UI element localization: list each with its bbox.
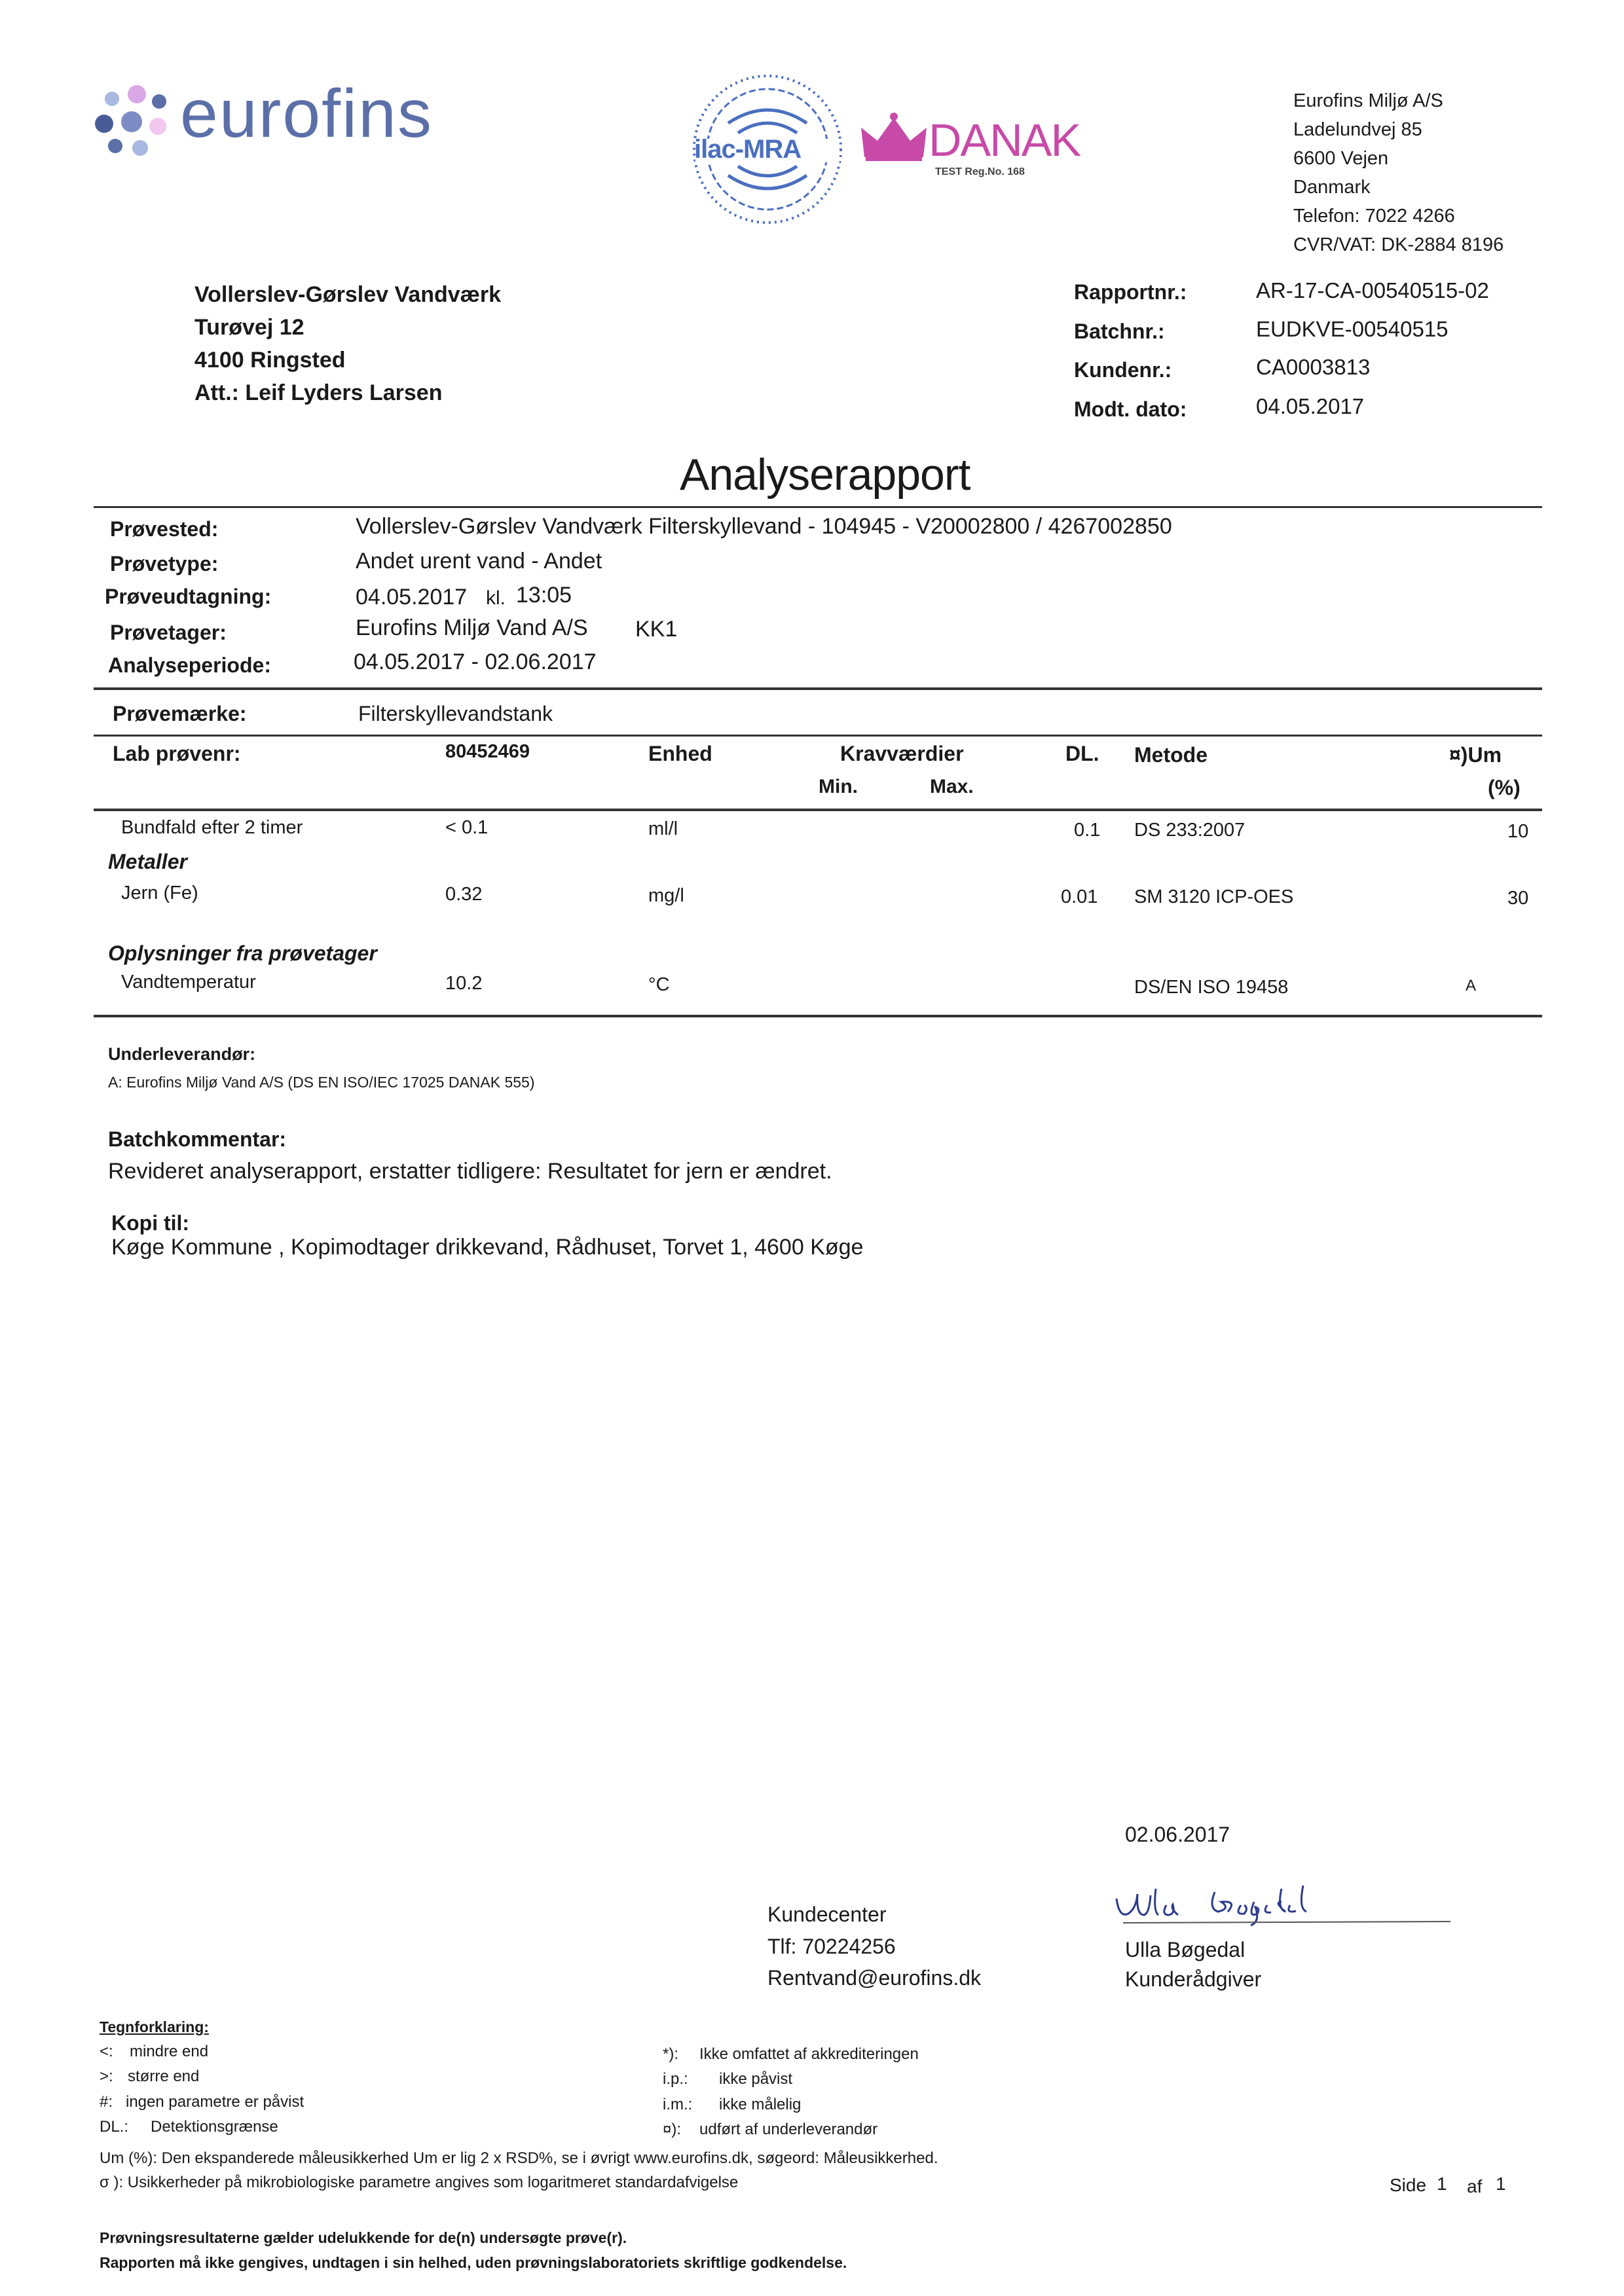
- page-side-label: Side: [1390, 2175, 1427, 2195]
- danak-logo: [858, 105, 1094, 183]
- provested-label: Prøvested:: [110, 517, 219, 541]
- param-dl: 0.1: [1074, 820, 1101, 841]
- brand-name: eurofins: [180, 76, 433, 152]
- col-header-max: Max.: [930, 776, 974, 797]
- provetype-label: Prøvetype:: [110, 552, 219, 575]
- provetager-code: KK1: [635, 617, 678, 642]
- analyseperiode-label: Analyseperiode:: [108, 653, 271, 677]
- signatory-role: Kunderådgiver: [1125, 1967, 1262, 1991]
- legend-symbol: <:: [100, 2043, 113, 2060]
- provemaerke-value: Filterskyllevandstank: [358, 702, 553, 725]
- legend-symbol: i.p.:: [663, 2070, 688, 2088]
- col-header-um-pct: (%): [1488, 776, 1521, 799]
- provetager-label: Prøvetager:: [110, 621, 227, 644]
- col-header-dl: DL.: [1065, 742, 1099, 765]
- company-address-line: Telefon: 7022 4266: [1293, 206, 1455, 227]
- crown-icon: [858, 111, 930, 164]
- danak-reg: TEST Reg.No. 168: [935, 166, 1025, 177]
- company-address-line: CVR/VAT: DK-2884 8196: [1293, 234, 1504, 255]
- provetype-value: Andet urent vand - Andet: [356, 549, 602, 574]
- udtagning-kl: kl.: [486, 587, 506, 609]
- col-header-metode: Metode: [1134, 743, 1208, 767]
- param-method: DS/EN ISO 19458: [1134, 977, 1289, 998]
- page-af-label: af: [1467, 2176, 1483, 2196]
- legend-text: ikke påvist: [719, 2070, 793, 2088]
- recipient-name: Vollerslev-Gørslev Vandværk: [194, 282, 502, 307]
- batchnr-label: Batchnr.:: [1074, 319, 1165, 343]
- legend-symbol: i.m.:: [663, 2096, 693, 2113]
- batchkommentar-text: Revideret analyserapport, erstatter tidligere: Resultatet for jern er ændret.: [108, 1159, 832, 1184]
- col-header-enhed: Enhed: [648, 742, 712, 765]
- col-header-lab: Lab prøvenr:: [113, 742, 241, 765]
- udtagning-date: 04.05.2017: [356, 585, 468, 610]
- legend-text: mindre end: [130, 2043, 209, 2060]
- page-current: 1: [1437, 2174, 1447, 2194]
- batchnr-value: EUDKVE-00540515: [1256, 317, 1449, 341]
- sigma-note: σ ): Usikkerheder på mikrobiologiske parametre angives som logaritmeret standardafvigelse: [100, 2174, 739, 2191]
- danak-label: DANAK: [929, 115, 1080, 166]
- section-metaller: Metaller: [108, 850, 187, 873]
- legend-symbol: DL.:: [100, 2118, 129, 2136]
- eurofins-logo: [92, 75, 471, 160]
- legend-text: ingen parametre er påvist: [126, 2093, 304, 2111]
- divider: [94, 687, 1542, 690]
- recipient-street: Turøvej 12: [194, 315, 304, 340]
- param-unit: mg/l: [648, 885, 684, 906]
- legend-text: større end: [128, 2068, 200, 2085]
- logo-molecule-icon: [92, 85, 170, 157]
- company-address: [1293, 86, 1504, 259]
- legend-text: Ikke omfattet af akkrediteringen: [699, 2045, 919, 2063]
- legend-heading: Tegnforklaring:: [100, 2018, 209, 2035]
- kundenr-value: CA0003813: [1256, 355, 1371, 379]
- param-value: 10.2: [445, 973, 483, 994]
- legend-symbol: ¤):: [663, 2121, 682, 2138]
- udtagning-label: Prøveudtagning:: [105, 585, 272, 608]
- kundecenter-phone: Tlf: 70224256: [767, 1935, 896, 1958]
- divider: [94, 506, 1542, 508]
- company-address-line: Danmark: [1293, 177, 1371, 198]
- page-title: Analyserapport: [680, 450, 970, 500]
- col-header-um: ¤)Um: [1449, 743, 1502, 767]
- legend-text: ikke målelig: [719, 2096, 802, 2113]
- param-method: SM 3120 ICP-OES: [1134, 886, 1294, 907]
- param-name: Jern (Fe): [121, 883, 198, 903]
- legend-symbol: #:: [100, 2093, 113, 2111]
- recipient-city: 4100 Ringsted: [194, 348, 346, 373]
- param-name: Vandtemperatur: [121, 972, 256, 993]
- col-header-kravvaerdier: Kravværdier: [840, 742, 964, 765]
- param-name: Bundfald efter 2 timer: [121, 817, 303, 838]
- param-value: < 0.1: [445, 817, 489, 838]
- underleverandor-heading: Underleverandør:: [108, 1044, 256, 1064]
- table-bottom-divider: [94, 1015, 1542, 1017]
- company-address-line: Eurofins Miljø A/S: [1293, 90, 1443, 111]
- param-um: 10: [1507, 821, 1529, 842]
- param-value: 0.32: [445, 884, 483, 905]
- company-address-line: 6600 Vejen: [1293, 148, 1389, 169]
- provemaerke-label: Prøvemærke:: [113, 702, 247, 725]
- param-unit: °C: [648, 974, 670, 995]
- legend-text: Detektionsgrænse: [151, 2118, 278, 2136]
- um-note: Um (%): Den ekspanderede måleusikkerhed Um er lig 2 x RSD%, se i øvrigt www.eurofins.dk, søgeord: Måleusikkerhed.: [100, 2149, 938, 2167]
- modt-dato-label: Modt. dato:: [1074, 397, 1187, 421]
- company-address-line: Ladelundvej 85: [1293, 119, 1422, 140]
- analyseperiode-value: 04.05.2017 - 02.06.2017: [354, 649, 597, 674]
- signature-handwritten: [1110, 1882, 1464, 1928]
- kopi-til-text: Køge Kommune , Kopimodtager drikkevand, Rådhuset, Torvet 1, 4600 Køge: [111, 1235, 864, 1260]
- provested-value: Vollerslev-Gørslev Vandværk Filterskyllevand - 104945 - V20002800 / 4267002850: [356, 514, 1172, 539]
- rapportnr-value: AR-17-CA-00540515-02: [1256, 278, 1489, 302]
- signature-date: 02.06.2017: [1125, 1823, 1230, 1846]
- lab-sample-number: 80452469: [445, 741, 530, 762]
- kundenr-label: Kundenr.:: [1074, 358, 1172, 382]
- param-dl: 0.01: [1061, 886, 1098, 907]
- kopi-til-heading: Kopi til:: [111, 1211, 190, 1235]
- recipient-att: Att.: Leif Lyders Larsen: [194, 380, 443, 405]
- col-header-min: Min.: [819, 776, 858, 797]
- footer-line-1: Prøvningsresultaterne gælder udelukkende for de(n) undersøgte prøve(r).: [100, 2229, 627, 2246]
- legend-text: udført af underleverandør: [699, 2121, 878, 2138]
- divider: [94, 735, 1542, 737]
- batchkommentar-heading: Batchkommentar:: [108, 1127, 287, 1151]
- legend-symbol: >:: [100, 2068, 113, 2085]
- ilac-mra-seal: [689, 71, 846, 228]
- param-method: DS 233:2007: [1134, 820, 1246, 841]
- legend-symbol: *):: [663, 2045, 678, 2063]
- footer-line-2: Rapporten må ikke gengives, undtagen i sin helhed, uden prøvningslaboratoriets skriftlige godkendelse.: [100, 2254, 847, 2271]
- param-um: 30: [1507, 888, 1529, 909]
- param-um: A: [1466, 977, 1477, 994]
- underleverandor-text: A: Eurofins Miljø Vand A/S (DS EN ISO/IEC 17025 DANAK 555): [108, 1074, 535, 1091]
- section-oplysninger: Oplysninger fra prøvetager: [108, 941, 377, 965]
- kundecenter-email[interactable]: Rentvand@eurofins.dk: [767, 1966, 981, 1990]
- ilac-label: ilac-MRA: [694, 135, 802, 164]
- kundecenter-title: Kundecenter: [767, 1903, 887, 1926]
- provetager-value: Eurofins Miljø Vand A/S: [356, 615, 588, 640]
- recipient-address: [194, 278, 501, 409]
- param-unit: ml/l: [648, 818, 678, 839]
- signatory-name: Ulla Bøgedal: [1125, 1938, 1246, 1961]
- udtagning-time: 13:05: [516, 583, 572, 608]
- table-header-divider: [94, 809, 1542, 811]
- modt-dato-value: 04.05.2017: [1256, 394, 1365, 418]
- page-total: 1: [1496, 2174, 1506, 2194]
- rapportnr-label: Rapportnr.:: [1074, 280, 1187, 304]
